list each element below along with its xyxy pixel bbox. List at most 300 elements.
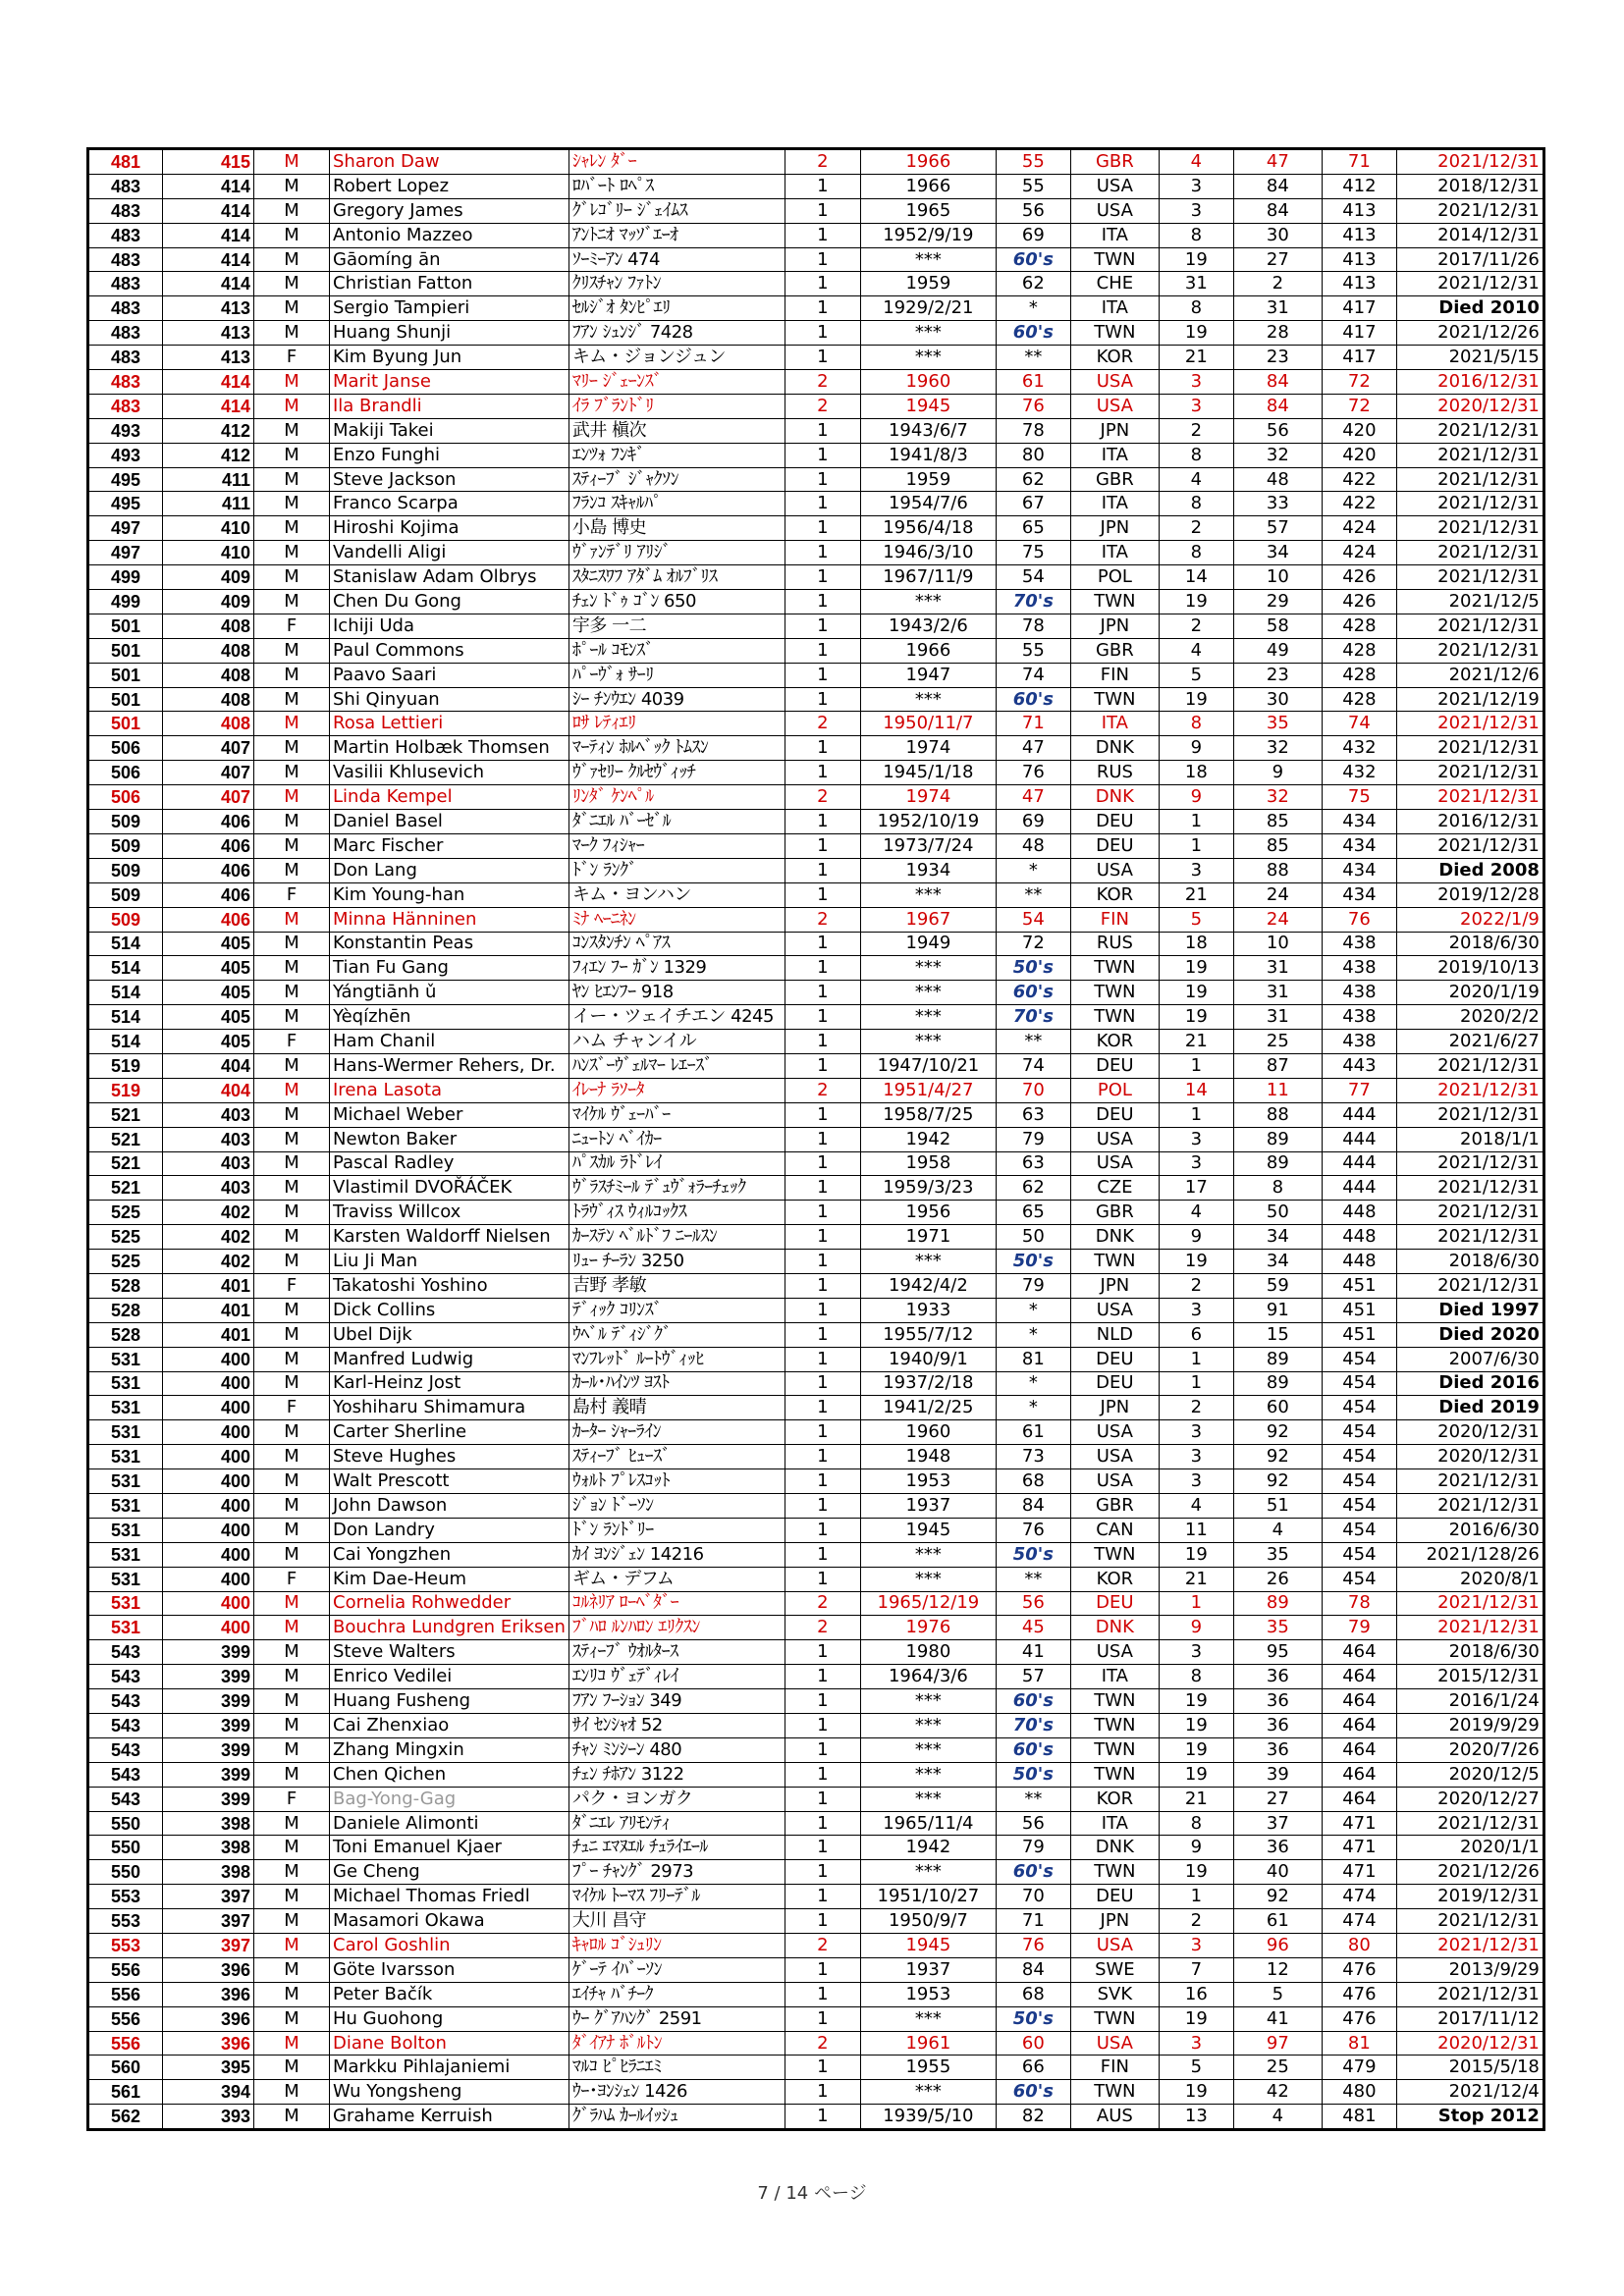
- birth-date-cell: 1937: [860, 1957, 996, 1982]
- country-rank-cell: 89: [1233, 1127, 1322, 1151]
- country-cell: POL: [1070, 565, 1159, 590]
- rating-cell: 413: [163, 296, 254, 321]
- table-row: [88, 198, 1544, 223]
- name-japanese-cell: ﾀﾞｲｱﾅ ﾎﾞﾙﾄﾝ: [568, 2031, 785, 2056]
- country-code-cell: 19: [1159, 981, 1233, 1005]
- type-code-cell: 1: [785, 2006, 860, 2031]
- list-rank-cell: 74: [1322, 712, 1396, 736]
- type-code-cell: 1: [785, 1030, 860, 1054]
- list-rank-cell: 77: [1322, 1078, 1396, 1102]
- table-row: [88, 1298, 1544, 1322]
- last-date-cell: 2021/12/31: [1396, 1616, 1543, 1640]
- country-cell: GBR: [1070, 1201, 1159, 1225]
- rank-cell: 528: [88, 1298, 163, 1322]
- last-date-cell: 2021/12/31: [1396, 736, 1543, 761]
- birth-date-cell: 1965/12/19: [860, 1591, 996, 1616]
- country-rank-cell: 88: [1233, 1102, 1322, 1127]
- birth-date-cell: 1941/2/25: [860, 1396, 996, 1420]
- rating-cell: 410: [163, 541, 254, 565]
- type-code-cell: 1: [785, 1885, 860, 1909]
- country-code-cell: 21: [1159, 882, 1233, 907]
- last-date-cell: 2021/12/31: [1396, 1591, 1543, 1616]
- list-rank-cell: 434: [1322, 882, 1396, 907]
- last-date-cell: 2020/2/2: [1396, 1005, 1543, 1030]
- age-cell: 54: [996, 907, 1070, 932]
- rating-cell: 407: [163, 761, 254, 785]
- table-row: [88, 810, 1544, 834]
- type-code-cell: 1: [785, 1982, 860, 2006]
- rating-cell: 410: [163, 516, 254, 541]
- country-cell: TWN: [1070, 1737, 1159, 1762]
- list-rank-cell: 413: [1322, 247, 1396, 272]
- birth-date-cell: 1959: [860, 272, 996, 296]
- country-cell: JPN: [1070, 1396, 1159, 1420]
- birth-date-cell: 1952/9/19: [860, 223, 996, 247]
- country-rank-cell: 61: [1233, 1909, 1322, 1934]
- type-code-cell: 1: [785, 1762, 860, 1787]
- country-rank-cell: 31: [1233, 296, 1322, 321]
- type-code-cell: 1: [785, 1151, 860, 1176]
- rating-cell: 407: [163, 785, 254, 810]
- rating-cell: 399: [163, 1787, 254, 1811]
- type-code-cell: 1: [785, 1836, 860, 1860]
- birth-date-cell: ***: [860, 956, 996, 981]
- country-code-cell: 8: [1159, 223, 1233, 247]
- country-code-cell: 14: [1159, 1078, 1233, 1102]
- name-latin-cell: Vasilii Khlusevich: [330, 761, 569, 785]
- rank-cell: 543: [88, 1787, 163, 1811]
- table-row: [88, 2006, 1544, 2031]
- age-cell: 47: [996, 785, 1070, 810]
- table-row: [88, 541, 1544, 565]
- name-latin-cell: Carol Goshlin: [330, 1934, 569, 1958]
- rank-cell: 483: [88, 370, 163, 395]
- table-row: [88, 1616, 1544, 1640]
- rating-cell: 414: [163, 198, 254, 223]
- birth-date-cell: 1950/11/7: [860, 712, 996, 736]
- rank-cell: 499: [88, 565, 163, 590]
- birth-date-cell: ***: [860, 247, 996, 272]
- birth-date-cell: 1937/2/18: [860, 1371, 996, 1396]
- name-japanese-cell: ｳﾞｧｾﾘｰ ｸﾙｾｳﾞｨｯﾁ: [568, 761, 785, 785]
- name-latin-cell: Göte Ivarsson: [330, 1957, 569, 1982]
- gender-cell: M: [254, 1689, 330, 1714]
- last-date-cell: 2021/12/31: [1396, 443, 1543, 467]
- age-cell: 50's: [996, 1542, 1070, 1567]
- rank-cell: 556: [88, 2031, 163, 2056]
- name-latin-cell: Wu Yongsheng: [330, 2080, 569, 2105]
- gender-cell: F: [254, 1396, 330, 1420]
- table-row: [88, 1347, 1544, 1371]
- type-code-cell: 1: [785, 2105, 860, 2130]
- name-japanese-cell: ﾏﾝﾌﾚｯﾄﾞ ﾙｰﾄｳﾞｨｯﾋ: [568, 1347, 785, 1371]
- last-date-cell: 2020/12/31: [1396, 1445, 1543, 1469]
- name-latin-cell: Daniele Alimonti: [330, 1811, 569, 1836]
- rank-cell: 543: [88, 1640, 163, 1665]
- gender-cell: F: [254, 882, 330, 907]
- gender-cell: F: [254, 1273, 330, 1298]
- birth-date-cell: 1945/1/18: [860, 761, 996, 785]
- country-code-cell: 3: [1159, 198, 1233, 223]
- country-code-cell: 5: [1159, 907, 1233, 932]
- last-date-cell: 2021/12/31: [1396, 833, 1543, 858]
- country-rank-cell: 23: [1233, 346, 1322, 370]
- name-latin-cell: Paavo Saari: [330, 663, 569, 687]
- table-row: [88, 833, 1544, 858]
- country-rank-cell: 49: [1233, 638, 1322, 663]
- list-rank-cell: 464: [1322, 1665, 1396, 1689]
- birth-date-cell: ***: [860, 1787, 996, 1811]
- list-rank-cell: 476: [1322, 1957, 1396, 1982]
- gender-cell: M: [254, 1665, 330, 1689]
- type-code-cell: 1: [785, 1567, 860, 1591]
- birth-date-cell: 1945: [860, 1518, 996, 1542]
- rating-cell: 413: [163, 346, 254, 370]
- age-cell: 72: [996, 932, 1070, 956]
- country-rank-cell: 89: [1233, 1151, 1322, 1176]
- table-row: [88, 1322, 1544, 1347]
- table-row: [88, 1250, 1544, 1274]
- name-latin-cell: Michael Weber: [330, 1102, 569, 1127]
- country-cell: TWN: [1070, 321, 1159, 346]
- name-latin-cell: Gregory James: [330, 198, 569, 223]
- country-code-cell: 19: [1159, 687, 1233, 712]
- rating-cell: 400: [163, 1493, 254, 1518]
- type-code-cell: 2: [785, 149, 860, 175]
- gender-cell: M: [254, 467, 330, 492]
- age-cell: 75: [996, 541, 1070, 565]
- country-rank-cell: 34: [1233, 541, 1322, 565]
- rating-cell: 400: [163, 1591, 254, 1616]
- last-date-cell: 2021/5/15: [1396, 346, 1543, 370]
- type-code-cell: 1: [785, 1347, 860, 1371]
- rating-cell: 414: [163, 223, 254, 247]
- rating-cell: 400: [163, 1469, 254, 1494]
- type-code-cell: 2: [785, 785, 860, 810]
- list-rank-cell: 426: [1322, 590, 1396, 614]
- country-code-cell: 21: [1159, 346, 1233, 370]
- type-code-cell: 1: [785, 932, 860, 956]
- table-row: [88, 1762, 1544, 1787]
- rating-cell: 414: [163, 174, 254, 198]
- list-rank-cell: 426: [1322, 565, 1396, 590]
- rating-cell: 408: [163, 712, 254, 736]
- name-japanese-cell: ﾀﾞﾆｴﾚ ｱﾘﾓﾝﾃｨ: [568, 1811, 785, 1836]
- country-code-cell: 18: [1159, 761, 1233, 785]
- rating-cell: 406: [163, 858, 254, 882]
- country-cell: USA: [1070, 174, 1159, 198]
- type-code-cell: 1: [785, 272, 860, 296]
- gender-cell: M: [254, 1250, 330, 1274]
- last-date-cell: 2021/12/31: [1396, 272, 1543, 296]
- country-cell: TWN: [1070, 956, 1159, 981]
- age-cell: *: [996, 1322, 1070, 1347]
- last-date-cell: 2020/1/19: [1396, 981, 1543, 1005]
- type-code-cell: 2: [785, 370, 860, 395]
- type-code-cell: 1: [785, 858, 860, 882]
- country-cell: TWN: [1070, 1250, 1159, 1274]
- rank-cell: 493: [88, 443, 163, 467]
- table-row: [88, 1102, 1544, 1127]
- age-cell: 69: [996, 810, 1070, 834]
- country-cell: ITA: [1070, 492, 1159, 516]
- birth-date-cell: ***: [860, 590, 996, 614]
- list-rank-cell: 417: [1322, 296, 1396, 321]
- country-code-cell: 8: [1159, 1665, 1233, 1689]
- age-cell: 60's: [996, 1860, 1070, 1885]
- list-rank-cell: 72: [1322, 394, 1396, 418]
- name-latin-cell: Ila Brandli: [330, 394, 569, 418]
- rating-cell: 406: [163, 833, 254, 858]
- country-rank-cell: 58: [1233, 614, 1322, 638]
- birth-date-cell: ***: [860, 2080, 996, 2105]
- gender-cell: M: [254, 833, 330, 858]
- country-cell: USA: [1070, 1934, 1159, 1958]
- table-row: [88, 1030, 1544, 1054]
- age-cell: 74: [996, 1053, 1070, 1078]
- country-code-cell: 19: [1159, 1737, 1233, 1762]
- country-rank-cell: 37: [1233, 1811, 1322, 1836]
- rating-cell: 404: [163, 1078, 254, 1102]
- table-row: [88, 638, 1544, 663]
- country-rank-cell: 9: [1233, 761, 1322, 785]
- age-cell: 61: [996, 1420, 1070, 1445]
- gender-cell: M: [254, 1836, 330, 1860]
- country-rank-cell: 33: [1233, 492, 1322, 516]
- name-latin-cell: Marit Janse: [330, 370, 569, 395]
- birth-date-cell: ***: [860, 321, 996, 346]
- gender-cell: M: [254, 418, 330, 443]
- country-rank-cell: 31: [1233, 981, 1322, 1005]
- country-rank-cell: 56: [1233, 418, 1322, 443]
- list-rank-cell: 424: [1322, 516, 1396, 541]
- name-latin-cell: Ichiji Uda: [330, 614, 569, 638]
- country-rank-cell: 84: [1233, 370, 1322, 395]
- birth-date-cell: 1965: [860, 198, 996, 223]
- rating-cell: 401: [163, 1273, 254, 1298]
- rank-cell: 483: [88, 296, 163, 321]
- birth-date-cell: 1967: [860, 907, 996, 932]
- gender-cell: M: [254, 1811, 330, 1836]
- country-rank-cell: 5: [1233, 1982, 1322, 2006]
- type-code-cell: 1: [785, 1420, 860, 1445]
- country-cell: TWN: [1070, 1762, 1159, 1787]
- rating-cell: 396: [163, 2031, 254, 2056]
- name-latin-cell: Vlastimil DVOŘÁČEK: [330, 1176, 569, 1201]
- birth-date-cell: ***: [860, 882, 996, 907]
- country-cell: TWN: [1070, 1005, 1159, 1030]
- rating-cell: 412: [163, 418, 254, 443]
- name-japanese-cell: ｳｫﾙﾄ ﾌﾟﾚｽｺｯﾄ: [568, 1469, 785, 1494]
- name-latin-cell: Hu Guohong: [330, 2006, 569, 2031]
- list-rank-cell: 471: [1322, 1811, 1396, 1836]
- country-cell: DEU: [1070, 833, 1159, 858]
- gender-cell: M: [254, 1885, 330, 1909]
- name-latin-cell: Yèqízhēn: [330, 1005, 569, 1030]
- gender-cell: M: [254, 1469, 330, 1494]
- rating-cell: 411: [163, 492, 254, 516]
- country-cell: DNK: [1070, 1616, 1159, 1640]
- gender-cell: M: [254, 1102, 330, 1127]
- gender-cell: M: [254, 638, 330, 663]
- country-code-cell: 21: [1159, 1567, 1233, 1591]
- list-rank-cell: 438: [1322, 956, 1396, 981]
- age-cell: 76: [996, 1934, 1070, 1958]
- gender-cell: M: [254, 761, 330, 785]
- gender-cell: M: [254, 1714, 330, 1738]
- country-cell: USA: [1070, 1420, 1159, 1445]
- name-japanese-cell: ﾄﾞﾝ ﾗﾝｸﾞ: [568, 858, 785, 882]
- age-cell: 70's: [996, 1005, 1070, 1030]
- name-japanese-cell: ｽﾀﾆｽﾜﾌ ｱﾀﾞﾑ ｵﾙﾌﾞﾘｽ: [568, 565, 785, 590]
- type-code-cell: 1: [785, 981, 860, 1005]
- rank-cell: 514: [88, 956, 163, 981]
- birth-date-cell: ***: [860, 1567, 996, 1591]
- name-japanese-cell: ｻｲ ｾﾝｼｬｵ 52: [568, 1714, 785, 1738]
- rating-cell: 400: [163, 1445, 254, 1469]
- country-cell: DEU: [1070, 1347, 1159, 1371]
- list-rank-cell: 464: [1322, 1689, 1396, 1714]
- country-cell: TWN: [1070, 2080, 1159, 2105]
- country-code-cell: 3: [1159, 2031, 1233, 2056]
- country-cell: DEU: [1070, 1885, 1159, 1909]
- name-latin-cell: Don Lang: [330, 858, 569, 882]
- country-cell: DNK: [1070, 736, 1159, 761]
- age-cell: 84: [996, 1957, 1070, 1982]
- list-rank-cell: 432: [1322, 761, 1396, 785]
- country-rank-cell: 4: [1233, 1518, 1322, 1542]
- list-rank-cell: 476: [1322, 2006, 1396, 2031]
- name-latin-cell: Enzo Funghi: [330, 443, 569, 467]
- table-row: [88, 321, 1544, 346]
- country-code-cell: 2: [1159, 1273, 1233, 1298]
- name-latin-cell: Minna Hänninen: [330, 907, 569, 932]
- country-cell: TWN: [1070, 1714, 1159, 1738]
- name-latin-cell: Carter Sherline: [330, 1420, 569, 1445]
- name-japanese-cell: ﾁｪﾝ ﾁﾎｱﾝ 3122: [568, 1762, 785, 1787]
- country-cell: FIN: [1070, 2056, 1159, 2080]
- table-row: [88, 1640, 1544, 1665]
- list-rank-cell: 76: [1322, 907, 1396, 932]
- rank-cell: 556: [88, 1982, 163, 2006]
- gender-cell: M: [254, 492, 330, 516]
- name-latin-cell: Irena Lasota: [330, 1078, 569, 1102]
- name-japanese-cell: ﾌｱﾝ ｼｭﾝｼﾞ 7428: [568, 321, 785, 346]
- birth-date-cell: 1947: [860, 663, 996, 687]
- last-date-cell: 2020/12/5: [1396, 1762, 1543, 1787]
- rating-cell: 400: [163, 1347, 254, 1371]
- country-code-cell: 4: [1159, 638, 1233, 663]
- age-cell: 79: [996, 1127, 1070, 1151]
- country-code-cell: 21: [1159, 1787, 1233, 1811]
- name-latin-cell: Huang Fusheng: [330, 1689, 569, 1714]
- country-code-cell: 5: [1159, 663, 1233, 687]
- country-code-cell: 8: [1159, 492, 1233, 516]
- gender-cell: M: [254, 1005, 330, 1030]
- country-cell: KOR: [1070, 1030, 1159, 1054]
- country-cell: CHE: [1070, 272, 1159, 296]
- birth-date-cell: ***: [860, 1714, 996, 1738]
- country-rank-cell: 84: [1233, 198, 1322, 223]
- gender-cell: M: [254, 1493, 330, 1518]
- table-row: [88, 1811, 1544, 1836]
- country-cell: DEU: [1070, 1102, 1159, 1127]
- birth-date-cell: ***: [860, 1005, 996, 1030]
- name-japanese-cell: ﾊﾟｽｶﾙ ﾗﾄﾞﾚｲ: [568, 1151, 785, 1176]
- country-code-cell: 4: [1159, 1201, 1233, 1225]
- gender-cell: M: [254, 1542, 330, 1567]
- age-cell: 63: [996, 1102, 1070, 1127]
- list-rank-cell: 413: [1322, 272, 1396, 296]
- country-rank-cell: 96: [1233, 1934, 1322, 1958]
- list-rank-cell: 454: [1322, 1371, 1396, 1396]
- age-cell: 55: [996, 638, 1070, 663]
- type-code-cell: 1: [785, 1201, 860, 1225]
- birth-date-cell: 1976: [860, 1616, 996, 1640]
- gender-cell: M: [254, 956, 330, 981]
- name-latin-cell: Konstantin Peas: [330, 932, 569, 956]
- country-cell: DEU: [1070, 1591, 1159, 1616]
- table-row: [88, 1201, 1544, 1225]
- list-rank-cell: 479: [1322, 2056, 1396, 2080]
- last-date-cell: 2021/12/31: [1396, 638, 1543, 663]
- age-cell: 70's: [996, 590, 1070, 614]
- age-cell: 61: [996, 370, 1070, 395]
- list-rank-cell: 464: [1322, 1762, 1396, 1787]
- age-cell: 76: [996, 761, 1070, 785]
- rank-cell: 531: [88, 1542, 163, 1567]
- gender-cell: M: [254, 1737, 330, 1762]
- name-japanese-cell: ｶｰﾙ･ﾊｲﾝﾂ ﾖｽﾄ: [568, 1371, 785, 1396]
- rank-cell: 483: [88, 394, 163, 418]
- country-code-cell: 8: [1159, 443, 1233, 467]
- type-code-cell: 1: [785, 1860, 860, 1885]
- name-latin-cell: Linda Kempel: [330, 785, 569, 810]
- country-cell: USA: [1070, 370, 1159, 395]
- age-cell: 76: [996, 1518, 1070, 1542]
- country-rank-cell: 41: [1233, 2006, 1322, 2031]
- last-date-cell: 2021/12/31: [1396, 1811, 1543, 1836]
- name-japanese-cell: ｸﾞﾗﾊﾑ ｶｰﾙｲｯｼｭ: [568, 2105, 785, 2130]
- country-rank-cell: 31: [1233, 1005, 1322, 1030]
- country-code-cell: 1: [1159, 1347, 1233, 1371]
- country-code-cell: 2: [1159, 516, 1233, 541]
- country-cell: POL: [1070, 1078, 1159, 1102]
- rating-cell: 394: [163, 2080, 254, 2105]
- birth-date-cell: 1929/2/21: [860, 296, 996, 321]
- last-date-cell: 2021/12/31: [1396, 1201, 1543, 1225]
- type-code-cell: 1: [785, 198, 860, 223]
- type-code-cell: 1: [785, 2080, 860, 2105]
- gender-cell: M: [254, 1127, 330, 1151]
- country-rank-cell: 36: [1233, 1665, 1322, 1689]
- country-code-cell: 3: [1159, 1298, 1233, 1322]
- country-rank-cell: 24: [1233, 882, 1322, 907]
- name-latin-cell: Hiroshi Kojima: [330, 516, 569, 541]
- country-code-cell: 19: [1159, 1762, 1233, 1787]
- rank-cell: 521: [88, 1151, 163, 1176]
- last-date-cell: 2021/12/6: [1396, 663, 1543, 687]
- birth-date-cell: 1940/9/1: [860, 1347, 996, 1371]
- rank-cell: 531: [88, 1469, 163, 1494]
- table-row: [88, 1176, 1544, 1201]
- country-cell: USA: [1070, 1445, 1159, 1469]
- list-rank-cell: 451: [1322, 1298, 1396, 1322]
- table-row: [88, 2056, 1544, 2080]
- country-cell: RUS: [1070, 932, 1159, 956]
- age-cell: 50's: [996, 2006, 1070, 2031]
- country-code-cell: 19: [1159, 1689, 1233, 1714]
